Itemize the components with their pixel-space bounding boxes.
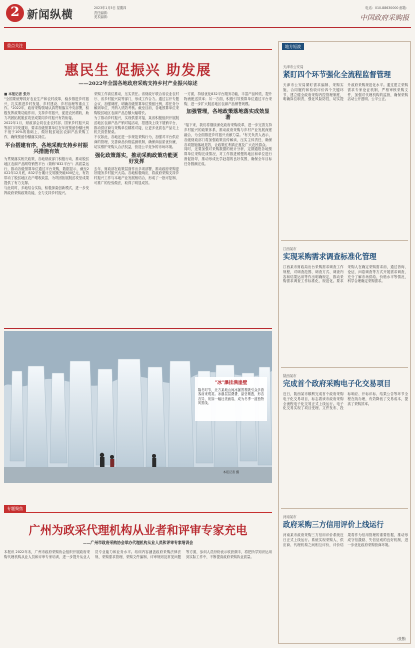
header-date: 2023年1月5日 星期四 [94, 6, 127, 10]
paragraph: 去年，财政部在政策层面作出多项部署，推动政府采购更好服务乡村振兴大局。各地积极响应，将政府采购支持乡村振兴工作与本地产业发展相结合，形成了一批可复制、可推广的经验做法，取得了明显成效。 [94, 166, 179, 185]
section-title: 新闻纵横 [27, 8, 73, 21]
sidebar-story-location: 陕西某市 [283, 374, 297, 378]
header-editor: 责任编辑： [94, 10, 110, 15]
bottom-section-tag: 专题聚焦 [4, 505, 26, 512]
paragraph: 河南某市政府采购三方信用评价系统近日正式上线运行。系统实现采购人、供应商、代理机构之间相互评价，评价结果将作为信用管理的重要依据，推动形成守信激励、失信惩戒的良好机制，进一步优化政府采购营商环境。 [283, 533, 408, 547]
subheading: 强化政策落实，推动采购政策功能更好发挥 [94, 152, 178, 165]
sidebar-story-title: 紧盯四个环节强化全流程监督管理 [283, 70, 391, 79]
paragraph: 为贯彻落实相关政策，各地财政部门积极行动，推动脱贫地区农副产品网络销售平台（简称"832平台"）高质量运行，推动各级预算单位通过平台采购，数据显示，截至2022年12月底，832平台累计交易额突破400亿元，有效带动了脱贫地区农户增收致富，为巩固拓展脱贫攻坚成果提供了有力支撑。 [4, 156, 89, 185]
masthead: 中国政府采购报 [360, 14, 409, 22]
sidebar-story-body [283, 83, 408, 236]
sidebar-story-location: 江西某市 [283, 247, 297, 251]
header-art-editor: 美术编辑： [94, 15, 110, 19]
paragraph: 与此同时，多地结合实际，积极探索创新模式，进一步发挥政府采购政策功能，全力支持乡村振兴。 [4, 185, 89, 195]
paragraph: "全国要统筹抓好农业生产和农村改革，稳步推进乡村振兴，扎实推进乡村发展、乡村建设、乡村治理等重点工作。"2022年，政府采购领域认真贯彻落实中央部署，积极发挥政策功能作用，支持乡村振兴，促进农民增收，助力巩固拓展脱贫攻坚成果同乡村振兴有效衔接。 [4, 96, 89, 120]
paragraph: 同时，还要加强对采购数据的统计分析，定期通报各地预算单位采购完成情况，对工作推进缓慢的地区和单位进行督促指导，推动形成比学赶超的良好氛围，确保全年目标任务圆满完成。 [184, 147, 272, 166]
header-right [360, 5, 409, 23]
photo-caption-body: 隆冬时节，北方某地山间冰瀑景观吸引众多游客前来观赏。冰瀑层层叠叠、晶莹剔透，形态各异，宛如一幅壮美画卷，成为冬季一道独特风景线。 [198, 388, 264, 406]
sidebar-story-body [283, 392, 408, 504]
main-headline: 惠民生 促振兴 助发展 [64, 63, 212, 79]
bottom-headline: 广州为政采代理机构从业者和评审专家充电 [28, 523, 248, 537]
paragraph: 天津市公安局紧盯需求编制、采购实施、合同履约和验收评价四个关键环节，建立健全政府采购内控管理制度，明确岗位职责，强化风险防控，切实提升政府采购规范化水平。通过建立采购需求专家论证机制，严格审核采购文件，加强对代理机构的监督，确保采购活动公开透明、公平公正。 [283, 83, 408, 102]
photo-caption-box [195, 377, 267, 421]
header-meta [94, 6, 154, 20]
bottom-article-body [4, 550, 272, 644]
sidebar-tag: 地方短波 [282, 43, 304, 50]
photo-news-header [4, 321, 272, 329]
paragraph: 江西某市财政局出台采购需求调查工作规程，对调查范围、调查方式、调查内容和结果运用等作出明确规定，推动采购需求调查工作标准化、规范化。要求采购人在确定采购需求前，通过咨询、论证、问卷调查等方式开展需求调查，充分了解市场供给、价格水平等情况，科学合理确定采购需求。 [283, 265, 408, 284]
main-column-1 [4, 92, 89, 317]
sidebar-divider [281, 367, 408, 368]
bottom-subheadline: ——广州市政府采购协会举办代理机构从业人员和评审专家培训会 [82, 540, 194, 545]
byline: ■ 本报记者 张丹 [4, 92, 30, 96]
sidebar-divider [281, 240, 408, 241]
sidebar-divider [281, 508, 408, 509]
sidebar-story-body [283, 533, 408, 633]
page-number-badge: 2 [6, 4, 24, 22]
paragraph: 为了推动乡村振兴，实现供需对接，某省积极组织开展脱贫地区农副产品产销对接活动，搭建线上线下展销平台，推动供应商与采购单位精准对接，让更多优质农产品走上机关食堂餐桌。 [94, 115, 179, 135]
sidebar-story-location: 天津市公安局 [283, 65, 304, 69]
paragraph: 采购工作高位推动，压实责任。省财政厅联合省农业农村厅、省乡村振兴局等部门，形成工作合力。通过召开专题会议，加强调度，明确各级预算单位预留比例，将任务分解到单位，并纳入绩效考核。截至目前，各地预算单位采购脱贫地区农副产品总额大幅增长。 [94, 92, 179, 116]
main-subheadline: ——2022年全国各地政府采购支持乡村产业振兴综述 [78, 81, 198, 87]
main-column-3 [184, 92, 272, 317]
paragraph: 近日，陕西某市顺利完成首个政府采购电子化交易项目，标志着该市政府采购全流程电子化交易正式上线运行。电子化交易实现了项目受理、文件发布、投标响应、开标评标、结果公告等环节全程在线办理，有效降低了交易成本，提高了采购效率。 [283, 392, 408, 411]
main-section-tag: 重点关注 [4, 42, 26, 49]
paragraph: 一方面，持续优化832平台服务功能，丰富产品种类，提升物流配送效率；另一方面，积极引导预算单位通过平台采购，进一步扩大脱贫地区农副产品销售规模。 [184, 92, 272, 106]
sidebar-story-title: 政府采购三方信用评价上线运行 [283, 520, 384, 529]
sidebar-story-signature: （张慧） [395, 637, 408, 641]
paragraph: 本报讯 2022年末，广州市政府采购协会组织开展政府采购代理机构从业人员和评审专家培训，进一步提升从业人员专业能力和业务水平。培训内容涵盖政府采购法律法规、采购需求管理、采购文件编制、评审规则及常见问题等方面，参训人员纷纷表示收获颇丰，将把所学知识运用到实际工作中，不断提高政府采购执业质量。 [4, 550, 272, 559]
sidebar-story-location: 河南某市 [283, 515, 297, 519]
paragraph: 2022年1月，财政部会同农业农村部、国家乡村振兴局等部门印发通知，要求各级预算单位在年度预留份额比例不低于10%的基础上，做好脱贫地区农副产品采购工作，确保预留份额落实到位。 [4, 120, 89, 140]
photo-credit: 本报记者 摄 [223, 470, 239, 474]
header-contact: 电话：010-88630000 邮箱： [365, 6, 409, 10]
bottom-tag-rule [4, 512, 272, 513]
page-header [4, 2, 411, 28]
photo-caption-title: "冰"瀑挂满崖壁 [214, 381, 248, 386]
sidebar-story-body [283, 265, 408, 363]
sidebar-story-title: 实现采购需求调查标准化管理 [283, 252, 377, 261]
paragraph: 不仅如此，各地还进一步规范采购行为，加强对平台供应商的管理，完善商品价格监测机制，确保商品质优价廉，切实维护采购人合法权益，营造公平竞争的市场环境。 [94, 135, 179, 149]
main-column-2 [94, 92, 179, 317]
subheading: 加强管理，各地政策落地落实成效显著 [186, 109, 270, 122]
subheading: 平台搭建有序，各地采购支持乡村振兴措施有效 [4, 142, 88, 155]
sidebar-story-title: 完成首个政府采购电子化交易项目 [283, 379, 391, 388]
paragraph: "接下来，我们将继续深化政府采购改革，进一步完善支持乡村振兴的政策体系，推动政府采购与乡村产业发展深度融合，为全面推进乡村振兴贡献力量。"有关负责人表示，各级财政部门将加强政策宣传解读，压实主体责任，确保各项措施落地见效，让政策红利真正惠及广大农民群众。 [184, 123, 272, 147]
main-tag-rule [4, 49, 272, 50]
